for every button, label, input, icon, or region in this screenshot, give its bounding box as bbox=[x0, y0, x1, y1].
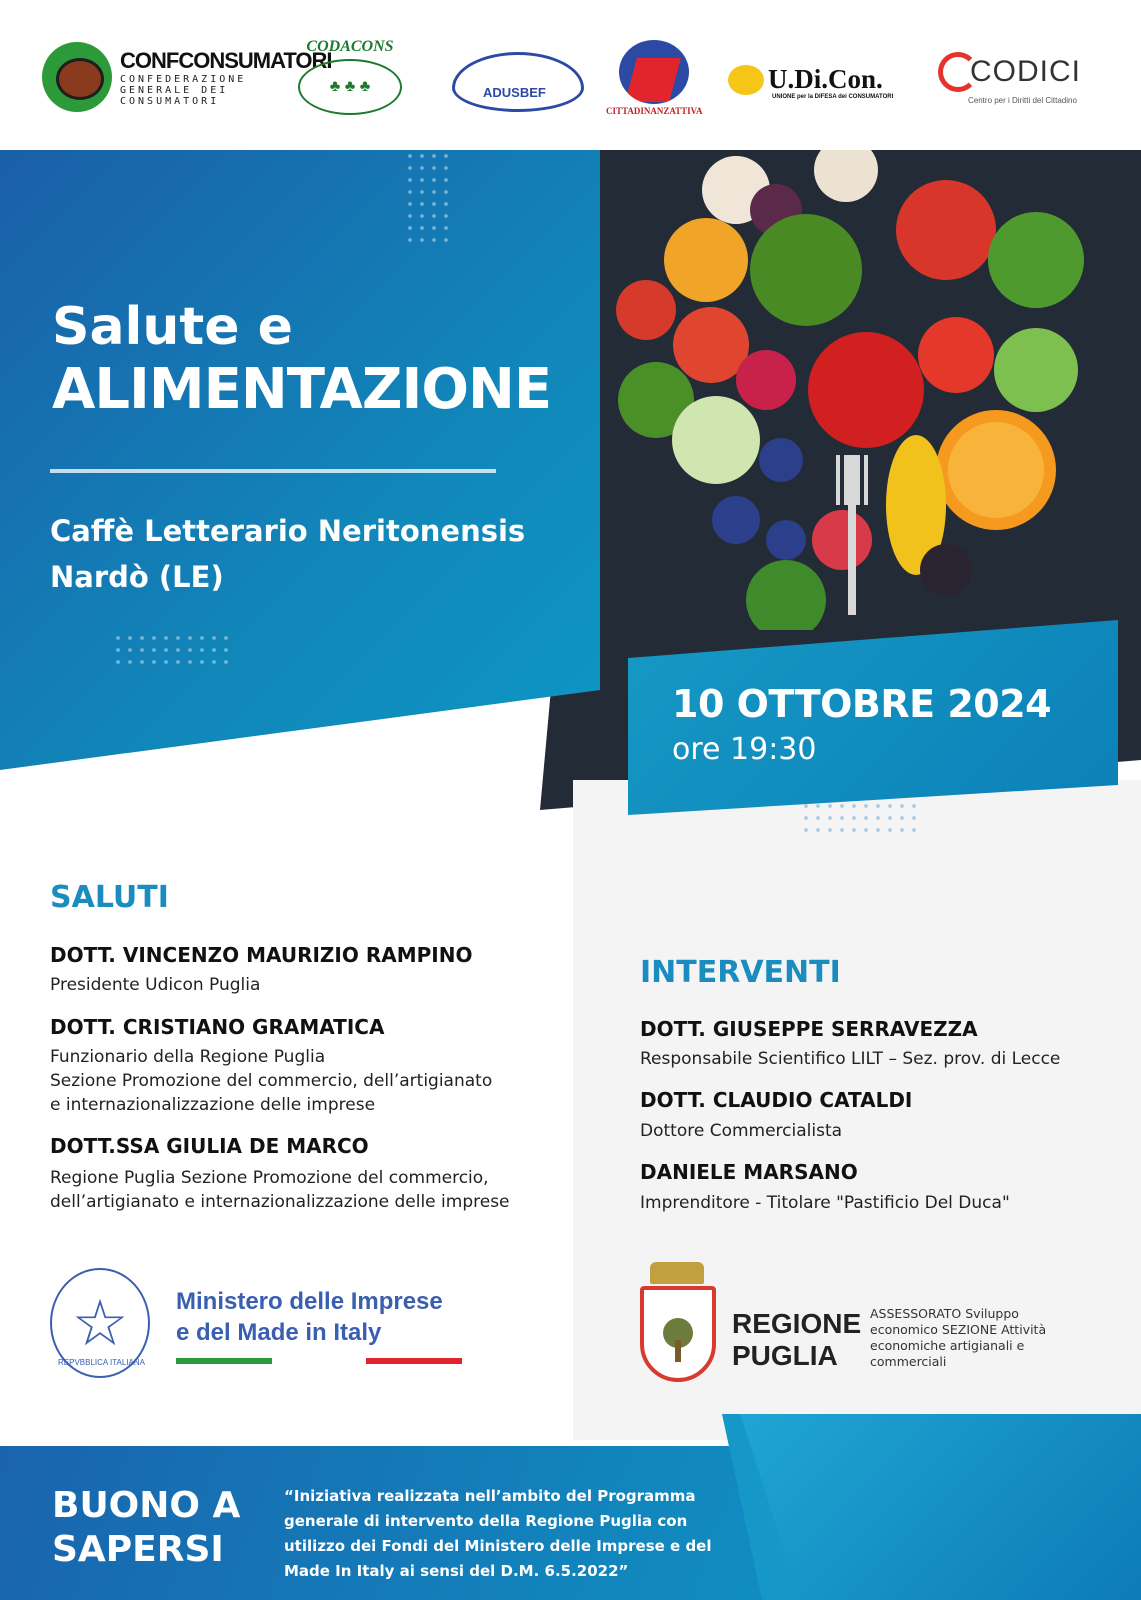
regione-line2: PUGLIA bbox=[732, 1340, 838, 1371]
confconsumatori-subtitle: CONFEDERAZIONE GENERALE DEI CONSUMATORI bbox=[120, 73, 247, 107]
interventi-heading: INTERVENTI bbox=[640, 955, 841, 990]
footer-heading-line2: SAPERSI bbox=[52, 1529, 224, 1570]
dots-pattern-right bbox=[800, 800, 920, 836]
codacons-logo bbox=[298, 38, 402, 115]
ministero-name bbox=[176, 1286, 443, 1348]
udicon-logo bbox=[728, 64, 894, 100]
footer-quote: “Iniziativa realizzata nell’ambito del Programma generale di intervento della Regione Puglia con utilizzo dei Fondi del Ministero delle Imprese e del Made In Italy ai sensi del D.M. 6.5.2022” bbox=[284, 1487, 712, 1580]
flag-red-bar bbox=[366, 1358, 462, 1364]
event-title-line1: Salute e bbox=[52, 297, 293, 357]
fruit-vegetables-illustration bbox=[616, 150, 1116, 630]
event-venue bbox=[50, 508, 525, 600]
udicon-emblem-icon bbox=[728, 65, 764, 95]
interventi-person-3-name: DANIELE MARSANO bbox=[640, 1160, 858, 1184]
saluti-person-2-role bbox=[50, 1045, 492, 1117]
ministero-line1: Ministero delle Imprese bbox=[176, 1288, 443, 1315]
olive-tree-trunk bbox=[675, 1340, 681, 1362]
dots-pattern-left bbox=[112, 632, 232, 672]
codacons-emblem-icon: ♣ ♣ ♣ bbox=[298, 59, 402, 115]
interventi-person-1-role bbox=[640, 1047, 1060, 1071]
saluti-person-3-role bbox=[50, 1166, 510, 1214]
venue-name: Caffè Letterario Neritonensis bbox=[50, 514, 526, 548]
adusbef-name: ADUSBEF bbox=[483, 85, 546, 100]
role-line: Regione Puglia Sezione Promozione del commercio, bbox=[50, 1168, 489, 1188]
interventi-person-2-name: DOTT. CLAUDIO CATALDI bbox=[640, 1088, 913, 1112]
confconsumatori-name: CONFCONSUMATORI bbox=[120, 47, 332, 73]
role-line: e internazionalizzazione delle imprese bbox=[50, 1095, 376, 1115]
role-line: Presidente Udicon Puglia bbox=[50, 975, 261, 995]
interventi-person-2-role bbox=[640, 1119, 842, 1143]
codici-name: CODICI bbox=[970, 55, 1081, 88]
regione-crown-icon bbox=[650, 1262, 704, 1284]
udicon-name: U.Di.Con. bbox=[768, 64, 883, 94]
event-time: ore 19:30 bbox=[672, 732, 817, 767]
confconsumatori-logo bbox=[42, 42, 332, 112]
regione-description: ASSESSORATO Sviluppo economico SEZIONE Attività economiche artigianali e commerciali bbox=[870, 1306, 1047, 1369]
codici-logo bbox=[938, 52, 1081, 105]
saluti-person-1-name: DOTT. VINCENZO MAURIZIO RAMPINO bbox=[50, 943, 473, 967]
regione-line1: REGIONE bbox=[732, 1308, 862, 1339]
role-line: Responsabile Scientifico LILT – Sez. prov. di Lecce bbox=[640, 1049, 1061, 1069]
title-divider bbox=[50, 469, 496, 473]
saluti-person-3-name: DOTT.SSA GIULIA DE MARCO bbox=[50, 1134, 369, 1158]
emblem-caption: REPVBBLICA ITALIANA bbox=[58, 1358, 145, 1367]
italian-republic-emblem-icon: ☆ bbox=[50, 1268, 150, 1378]
role-line: dell’artigianato e internazionalizzazione delle imprese bbox=[50, 1192, 510, 1212]
footer-heading-line1: BUONO A bbox=[52, 1485, 241, 1526]
cittadinanzattiva-logo bbox=[606, 40, 703, 116]
adusbef-emblem-icon bbox=[452, 52, 584, 112]
event-title bbox=[52, 296, 551, 422]
udicon-subtitle: UNIONE per la DIFESA dei CONSUMATORI bbox=[772, 94, 894, 100]
interventi-person-3-role bbox=[640, 1191, 1010, 1215]
saluti-heading: SALUTI bbox=[50, 880, 169, 915]
cittadinanzattiva-emblem-icon bbox=[619, 40, 689, 104]
event-date: 10 OTTOBRE 2024 bbox=[672, 682, 1052, 726]
flag-green-bar bbox=[176, 1358, 272, 1364]
footer-accent-shape bbox=[740, 1414, 1141, 1600]
saluti-person-2-name: DOTT. CRISTIANO GRAMATICA bbox=[50, 1015, 385, 1039]
cittadinanzattiva-name: CITTADINANZATTIVA bbox=[606, 106, 703, 116]
codici-subtitle: Centro per i Diritti del Cittadino bbox=[968, 96, 1077, 105]
venue-city: Nardò (LE) bbox=[50, 560, 224, 594]
confconsumatori-emblem-icon bbox=[42, 42, 112, 112]
codacons-name: CODACONS bbox=[306, 38, 394, 55]
saluti-person-1-role bbox=[50, 973, 260, 997]
role-line: Funzionario della Regione Puglia bbox=[50, 1047, 326, 1067]
role-line: Sezione Promozione del commercio, dell’artigianato bbox=[50, 1071, 493, 1091]
event-title-line2: ALIMENTAZIONE bbox=[52, 357, 552, 422]
footer-heading bbox=[52, 1484, 240, 1572]
regione-name bbox=[732, 1308, 861, 1372]
hero-blue-panel bbox=[0, 150, 600, 770]
ministero-line2: e del Made in Italy bbox=[176, 1319, 382, 1346]
interventi-person-1-name: DOTT. GIUSEPPE SERRAVEZZA bbox=[640, 1017, 978, 1041]
role-line: Dottore Commercialista bbox=[640, 1121, 843, 1141]
partner-logos-bar bbox=[0, 0, 1141, 150]
dots-pattern-top bbox=[404, 150, 452, 246]
adusbef-logo bbox=[452, 52, 584, 112]
role-line: Imprenditore - Titolare "Pastificio Del Duca" bbox=[640, 1193, 1010, 1213]
